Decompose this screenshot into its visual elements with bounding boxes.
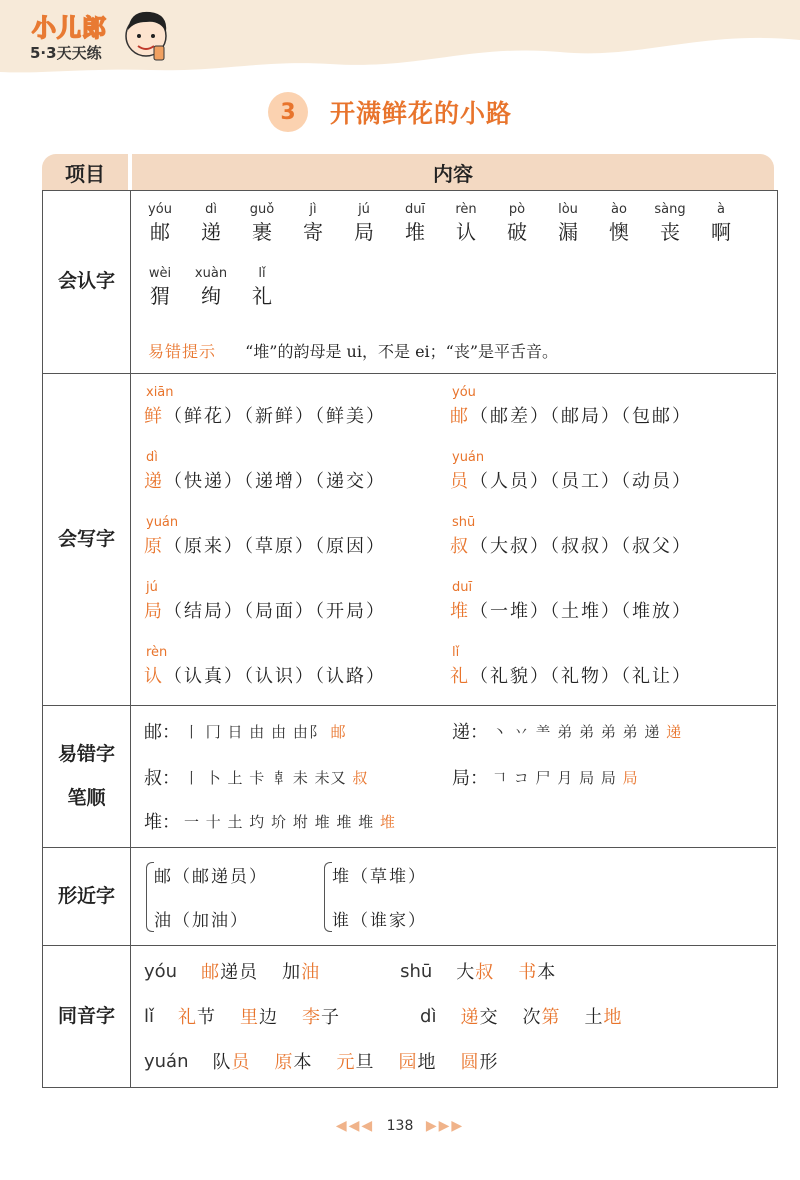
pinyin: xiān bbox=[146, 385, 174, 400]
hanzi: 懊 bbox=[609, 220, 629, 244]
stroke-steps: 丨 冂 日 由 由 由阝 bbox=[184, 722, 331, 741]
row-write bbox=[43, 373, 776, 705]
homophone-pinyin: lǐ bbox=[144, 1005, 155, 1027]
hanzi: 裹 bbox=[252, 220, 272, 244]
word-part: 原 bbox=[274, 1052, 294, 1073]
word-part: 土 bbox=[584, 1007, 604, 1028]
row-label bbox=[43, 706, 131, 847]
stroke-sequence bbox=[184, 721, 347, 742]
recognize-char bbox=[140, 265, 180, 309]
word-part: 队 bbox=[212, 1052, 232, 1073]
logo-title: 小儿郎 bbox=[32, 14, 107, 42]
content-table bbox=[42, 190, 778, 1088]
write-words: （礼貌）（礼物）（礼让） bbox=[470, 666, 692, 687]
hanzi: 绚 bbox=[201, 284, 221, 308]
pinyin: rèn bbox=[146, 645, 168, 660]
stroke-final: 堆 bbox=[379, 812, 396, 831]
hanzi: 礼 bbox=[252, 284, 272, 308]
write-words: （人员）（员工）（动员） bbox=[470, 471, 692, 492]
pinyin: dì bbox=[146, 450, 158, 465]
lesson-title: 开满鲜花的小路 bbox=[330, 99, 513, 128]
pinyin: jì bbox=[309, 202, 317, 217]
hanzi: 邮 bbox=[150, 220, 170, 244]
stroke-steps: 丨 卜 上 卡 𠦝 未 未又 bbox=[184, 768, 353, 787]
word-part: 元 bbox=[336, 1052, 356, 1073]
stroke-steps: 𠃍 コ 尸 月 局 局 bbox=[492, 768, 623, 787]
recognize-char bbox=[191, 265, 231, 309]
row-content bbox=[132, 848, 776, 945]
write-item bbox=[450, 449, 692, 493]
write-line bbox=[144, 597, 386, 623]
homophone-word bbox=[461, 1048, 499, 1074]
logo bbox=[24, 6, 174, 68]
pinyin: dì bbox=[205, 202, 217, 217]
write-char: 原 bbox=[144, 536, 164, 557]
write-words: （鲜花）（新鲜）（鲜美） bbox=[164, 406, 386, 427]
homophone-pinyin: yóu bbox=[144, 960, 178, 982]
word-part: 本 bbox=[537, 962, 557, 983]
header-content: 内容 bbox=[132, 154, 774, 190]
pinyin: lǐ bbox=[258, 266, 266, 281]
hanzi: 堆 bbox=[405, 220, 425, 244]
word-part: 本 bbox=[293, 1052, 313, 1073]
homophone-pinyin: yuán bbox=[144, 1050, 189, 1072]
write-item bbox=[450, 384, 692, 428]
homophone-pinyin: shū bbox=[400, 960, 433, 982]
word-part: 交 bbox=[479, 1007, 499, 1028]
stroke-char: 递： bbox=[452, 722, 488, 743]
pinyin: sàng bbox=[654, 202, 686, 217]
write-line bbox=[144, 467, 386, 493]
stroke-item bbox=[144, 764, 368, 790]
homophone-pinyin: dì bbox=[420, 1005, 437, 1027]
stroke-sequence bbox=[492, 721, 682, 742]
page-footer bbox=[0, 1118, 800, 1134]
write-words: （原来）（草原）（原因） bbox=[164, 536, 386, 557]
write-line bbox=[450, 467, 692, 493]
stroke-char: 堆： bbox=[144, 812, 180, 833]
write-char: 员 bbox=[450, 471, 470, 492]
hanzi: 漏 bbox=[558, 220, 578, 244]
pinyin: ào bbox=[611, 202, 627, 217]
row-homophone bbox=[43, 945, 776, 1087]
tip-label: 易错提示 bbox=[148, 342, 217, 361]
homophone-word bbox=[178, 1003, 216, 1029]
write-line bbox=[144, 402, 386, 428]
pinyin: duī bbox=[452, 580, 473, 595]
homophone-line bbox=[144, 1003, 646, 1029]
write-line bbox=[144, 532, 386, 558]
top-band bbox=[0, 0, 800, 92]
pinyin: guǒ bbox=[249, 202, 275, 217]
recognize-char bbox=[548, 201, 588, 245]
homophone-word bbox=[337, 1048, 375, 1074]
row-content bbox=[132, 706, 776, 847]
brace-icon bbox=[146, 862, 154, 932]
boy-mascot-icon bbox=[120, 6, 172, 68]
hanzi: 啊 bbox=[711, 220, 731, 244]
left-arrows-icon: ◀◀◀ bbox=[335, 1118, 375, 1134]
write-char: 邮 bbox=[450, 406, 470, 427]
recognize-char bbox=[191, 201, 231, 245]
write-line bbox=[450, 532, 692, 558]
stroke-char: 叔： bbox=[144, 768, 180, 789]
stroke-item bbox=[452, 764, 639, 790]
write-line bbox=[450, 597, 692, 623]
write-char: 局 bbox=[144, 601, 164, 622]
word-part: 地 bbox=[603, 1007, 623, 1028]
stroke-item bbox=[144, 718, 347, 744]
write-char: 认 bbox=[144, 666, 164, 687]
word-part: 里 bbox=[240, 1007, 260, 1028]
write-words: （一堆）（土堆）（堆放） bbox=[470, 601, 692, 622]
header-item: 项目 bbox=[42, 154, 128, 190]
word-part: 地 bbox=[417, 1052, 437, 1073]
write-item bbox=[450, 514, 692, 558]
word-part: 节 bbox=[197, 1007, 217, 1028]
word-part: 次 bbox=[522, 1007, 542, 1028]
write-item bbox=[144, 514, 386, 558]
tip-text: “堆”的韵母是 ui，不是 ei；“丧”是平舌音。 bbox=[245, 342, 559, 361]
pinyin: yuán bbox=[452, 450, 485, 465]
word-part: 边 bbox=[259, 1007, 279, 1028]
row-label-text: 易错字笔顺 bbox=[57, 742, 115, 809]
pinyin: yóu bbox=[148, 202, 172, 217]
stroke-sequence bbox=[492, 767, 639, 788]
word-part: 油 bbox=[301, 962, 321, 983]
row-label: 会认字 bbox=[43, 191, 131, 373]
hanzi: 猬 bbox=[150, 284, 170, 308]
hanzi: 局 bbox=[354, 220, 374, 244]
similar-word: 油（加油） bbox=[154, 911, 249, 931]
hanzi: 丧 bbox=[660, 220, 680, 244]
homophone-line bbox=[144, 958, 580, 984]
word-part: 礼 bbox=[178, 1007, 198, 1028]
write-line bbox=[144, 662, 386, 688]
stroke-char: 局： bbox=[452, 768, 488, 789]
write-char: 鲜 bbox=[144, 406, 164, 427]
similar-word: 邮（邮递员） bbox=[154, 867, 268, 887]
word-part: 递 bbox=[460, 1007, 480, 1028]
row-content bbox=[132, 374, 776, 705]
pinyin: lǐ bbox=[452, 645, 460, 660]
similar-word: 堆（草堆） bbox=[332, 867, 427, 887]
word-part: 叔 bbox=[475, 962, 495, 983]
pinyin: xuàn bbox=[194, 266, 228, 281]
homophone-word bbox=[456, 958, 494, 984]
recognize-char bbox=[599, 201, 639, 245]
hanzi: 递 bbox=[201, 220, 221, 244]
word-part: 第 bbox=[541, 1007, 561, 1028]
recognize-char bbox=[293, 201, 333, 245]
stroke-steps: 一 十 土 圴 圿 坿 堆 堆 堆 bbox=[184, 812, 380, 831]
pinyin: rèn bbox=[455, 202, 477, 217]
word-part: 加 bbox=[282, 962, 302, 983]
pinyin: yuán bbox=[146, 515, 179, 530]
write-words: （快递）（递增）（递交） bbox=[164, 471, 386, 492]
lesson-number: 3 bbox=[268, 92, 308, 132]
pinyin: à bbox=[717, 202, 725, 217]
write-line bbox=[450, 402, 692, 428]
hanzi: 破 bbox=[507, 220, 527, 244]
word-part: 形 bbox=[479, 1052, 499, 1073]
row-content bbox=[132, 946, 776, 1087]
stroke-final: 局 bbox=[622, 768, 639, 787]
word-part: 圆 bbox=[460, 1052, 480, 1073]
write-item bbox=[144, 644, 386, 688]
recognize-char bbox=[701, 201, 741, 245]
row-similar bbox=[43, 847, 776, 945]
right-arrows-icon: ▶▶▶ bbox=[425, 1118, 465, 1134]
pinyin: lòu bbox=[558, 202, 578, 217]
recognize-char bbox=[497, 201, 537, 245]
row-content bbox=[132, 191, 776, 373]
hanzi: 寄 bbox=[303, 220, 323, 244]
stroke-item bbox=[144, 808, 396, 834]
word-part: 子 bbox=[321, 1007, 341, 1028]
homophone-word bbox=[584, 1003, 622, 1029]
stroke-item bbox=[452, 718, 682, 744]
recognize-char bbox=[140, 201, 180, 245]
write-item bbox=[144, 449, 386, 493]
homophone-word bbox=[302, 1003, 340, 1029]
recognize-char bbox=[242, 201, 282, 245]
word-part: 大 bbox=[456, 962, 476, 983]
hanzi: 认 bbox=[456, 220, 476, 244]
pinyin: jú bbox=[146, 580, 158, 595]
page-number: 138 bbox=[386, 1118, 414, 1134]
word-part: 园 bbox=[398, 1052, 418, 1073]
recognize-char bbox=[650, 201, 690, 245]
lesson-heading bbox=[268, 92, 512, 132]
homophone-word bbox=[240, 1003, 278, 1029]
stroke-sequence bbox=[184, 767, 368, 788]
pinyin: wèi bbox=[148, 266, 172, 281]
stroke-final: 叔 bbox=[352, 768, 369, 787]
word-part: 李 bbox=[302, 1007, 322, 1028]
word-part: 书 bbox=[518, 962, 538, 983]
pinyin: jú bbox=[358, 202, 370, 217]
write-char: 堆 bbox=[450, 601, 470, 622]
word-part: 员 bbox=[231, 1052, 251, 1073]
write-item bbox=[144, 384, 386, 428]
pinyin: yóu bbox=[452, 385, 476, 400]
stroke-steps: 丶 丷 ⺷ 弟 弟 弟 弟 递 bbox=[492, 722, 667, 741]
pinyin: duī bbox=[404, 202, 426, 217]
pinyin: pò bbox=[508, 202, 526, 217]
write-words: （大叔）（叔叔）（叔父） bbox=[470, 536, 692, 557]
row-label: 会写字 bbox=[43, 374, 131, 705]
row-recognize bbox=[43, 191, 776, 373]
homophone-word bbox=[201, 958, 258, 984]
write-item bbox=[450, 644, 692, 688]
word-part: 邮 bbox=[201, 962, 221, 983]
row-label: 形近字 bbox=[43, 848, 131, 945]
write-item bbox=[450, 579, 692, 623]
homophone-word bbox=[275, 1048, 313, 1074]
recognize-char bbox=[395, 201, 435, 245]
tip bbox=[148, 339, 558, 362]
write-char: 礼 bbox=[450, 666, 470, 687]
homophone-line bbox=[144, 1048, 523, 1074]
recognize-char bbox=[344, 201, 384, 245]
stroke-sequence bbox=[184, 811, 396, 832]
recognize-char bbox=[242, 265, 282, 309]
homophone-word bbox=[399, 1048, 437, 1074]
write-char: 递 bbox=[144, 471, 164, 492]
homophone-word bbox=[518, 958, 556, 984]
homophone-word bbox=[460, 1003, 498, 1029]
word-part: 递员 bbox=[220, 962, 259, 983]
pinyin: shū bbox=[452, 515, 476, 530]
recognize-char bbox=[446, 201, 486, 245]
stroke-final: 邮 bbox=[330, 722, 347, 741]
write-item bbox=[144, 579, 386, 623]
write-words: （邮差）（邮局）（包邮） bbox=[470, 406, 692, 427]
stroke-char: 邮： bbox=[144, 722, 180, 743]
write-line bbox=[450, 662, 692, 688]
similar-word: 谁（谁家） bbox=[332, 911, 427, 931]
write-words: （认真）（认识）（认路） bbox=[164, 666, 386, 687]
write-words: （结局）（局面）（开局） bbox=[164, 601, 386, 622]
logo-subtitle: 5·3天天练 bbox=[30, 44, 102, 62]
homophone-word bbox=[282, 958, 320, 984]
homophone-word bbox=[522, 1003, 560, 1029]
row-label: 同音字 bbox=[43, 946, 131, 1087]
stroke-final: 递 bbox=[666, 722, 683, 741]
homophone-word bbox=[213, 1048, 251, 1074]
brace-icon bbox=[324, 862, 332, 932]
row-stroke bbox=[43, 705, 776, 847]
write-char: 叔 bbox=[450, 536, 470, 557]
word-part: 旦 bbox=[355, 1052, 375, 1073]
